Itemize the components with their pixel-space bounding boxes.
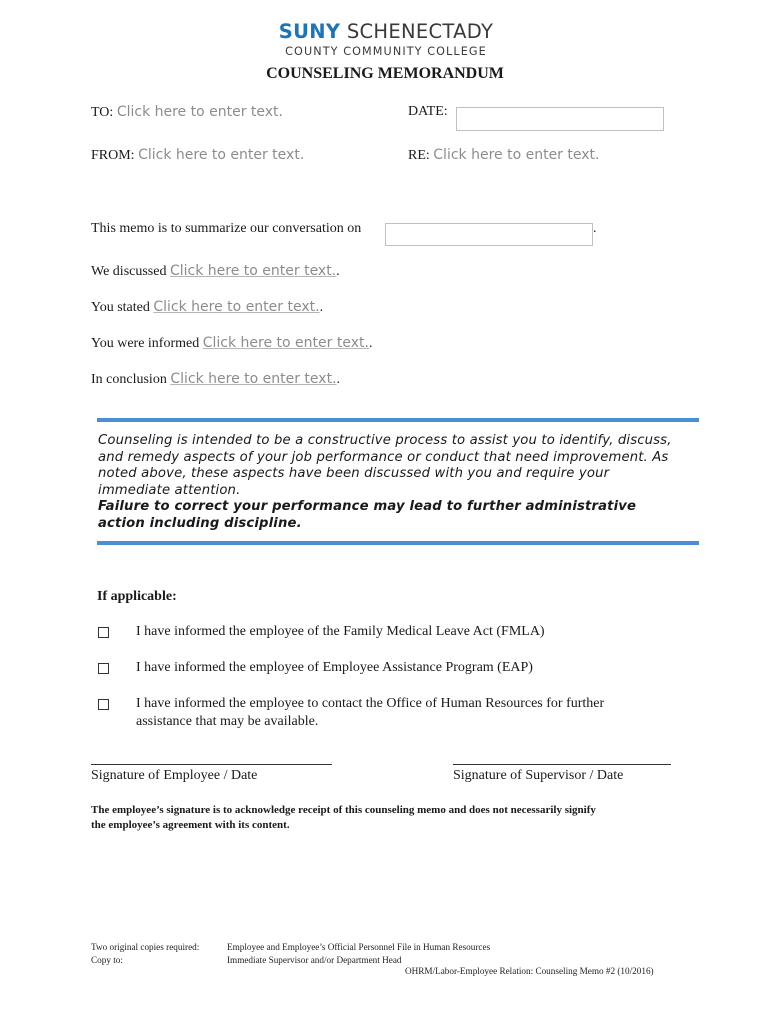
conclusion-label: In conclusion <box>91 372 167 387</box>
informed-input[interactable]: Click here to enter text. <box>202 335 369 351</box>
conclusion-row: In conclusion Click here to enter text.. <box>91 371 341 387</box>
to-row <box>91 104 283 121</box>
employee-signature-line[interactable] <box>91 764 332 765</box>
stated-row: You stated Click here to enter text.. <box>91 299 324 315</box>
copy-recipient-2: Immediate Supervisor and/or Department Head <box>227 955 402 965</box>
fmla-checkbox[interactable] <box>98 627 109 638</box>
acknowledgement: The employee’s signature is to acknowledge receipt of this counseling memo and does not necessarily signify the employee’s agreement with its content. <box>91 804 596 831</box>
conversation-date-input[interactable] <box>385 223 593 246</box>
re-row <box>408 147 599 164</box>
from-row <box>91 147 304 164</box>
discussed-input[interactable]: Click here to enter text. <box>169 263 337 279</box>
conversation-period: . <box>593 221 597 236</box>
from-input[interactable]: Click here to enter text. <box>138 147 305 163</box>
college-logo <box>276 20 496 43</box>
supervisor-signature-line[interactable] <box>453 764 671 765</box>
discussed-row: We discussed Click here to enter text.. <box>91 263 340 279</box>
fmla-label: I have informed the employee of the Family Medical Leave Act (FMLA) <box>136 624 545 639</box>
stated-label: You stated <box>91 300 150 315</box>
to-label: TO: <box>91 105 114 120</box>
copy-recipient-1: Employee and Employee’s Official Personnel File in Human Resources <box>227 942 491 952</box>
logo-suny: SUNY <box>278 20 341 43</box>
re-label: RE: <box>408 148 430 163</box>
hr-checkbox[interactable] <box>98 699 109 710</box>
notice-top-rule <box>97 418 699 422</box>
notice-warning-2: action including discipline. <box>98 515 302 531</box>
stated-input[interactable]: Click here to enter text. <box>153 299 320 315</box>
hr-label-line2: assistance that may be available. <box>136 714 319 729</box>
date-input[interactable] <box>456 107 664 131</box>
employee-signature-label: Signature of Employee / Date <box>91 768 258 783</box>
eap-checkbox[interactable] <box>98 663 109 674</box>
to-input[interactable]: Click here to enter text. <box>116 104 284 120</box>
informed-row: You were informed Click here to enter text.. <box>91 335 373 351</box>
notice-text: Counseling is intended to be a constructive process to assist you to identify, discuss, and remedy aspects of your job performance or conduct that need improvement. As noted above, these aspects have been discussed with you and require your immediate attention. Failure to correct your performance may lead to further administrative action including discipline. <box>98 433 698 533</box>
copy-to-label: Copy to: <box>91 955 123 965</box>
conversation-label: This memo is to summarize our conversation on <box>91 221 362 236</box>
logo-name: SCHENECTADY <box>346 20 494 43</box>
eap-label: I have informed the employee of Employee Assistance Program (EAP) <box>136 660 533 675</box>
form-id: OHRM/Labor-Employee Relation: Counseling Memo #2 (10/2016) <box>405 966 654 976</box>
applicable-heading: If applicable: <box>97 589 177 604</box>
conclusion-input[interactable]: Click here to enter text. <box>170 371 337 387</box>
re-input[interactable]: Click here to enter text. <box>433 147 600 163</box>
notice-bottom-rule <box>97 541 699 545</box>
copies-label: Two original copies required: <box>91 942 200 952</box>
date-label: DATE: <box>408 104 448 119</box>
page-title: COUNSELING MEMORANDUM <box>266 65 504 82</box>
notice-warning-1: Failure to correct your performance may lead to further administrative <box>98 499 637 515</box>
hr-label-line1: I have informed the employee to contact the Office of Human Resources for further <box>136 696 605 711</box>
informed-label: You were informed <box>91 336 200 351</box>
logo-subtitle: COUNTY COMMUNITY COLLEGE <box>285 45 487 58</box>
from-label: FROM: <box>91 148 135 163</box>
discussed-label: We discussed <box>91 264 167 279</box>
supervisor-signature-label: Signature of Supervisor / Date <box>453 768 624 783</box>
